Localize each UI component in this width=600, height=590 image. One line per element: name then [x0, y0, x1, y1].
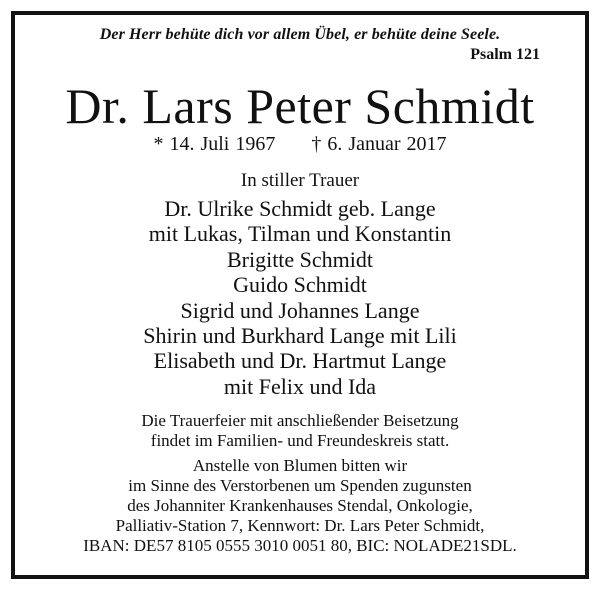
mourner-line: Elisabeth und Dr. Hartmut Lange: [153, 348, 447, 374]
funeral-note-line: findet im Familien- und Freundeskreis statt.: [150, 431, 450, 450]
deceased-name: Dr. Lars Peter Schmidt: [65, 78, 535, 134]
donation-note-line: Palliativ-Station 7, Kennwort: Dr. Lars Peter Schmidt,: [115, 516, 485, 535]
mourner-line: mit Lukas, Tilman und Konstantin: [148, 221, 452, 247]
mourner-line: mit Felix und Ida: [223, 373, 377, 399]
donation-note-line: im Sinne des Verstorbenen um Spenden zugunsten: [128, 476, 472, 495]
mourner-line: Guido Schmidt: [233, 272, 367, 298]
funeral-note: [0, 411, 600, 451]
funeral-note-line: Die Trauerfeier mit anschließender Beisetzung: [141, 411, 459, 430]
mourners-list: [0, 196, 600, 399]
donation-note: [0, 456, 600, 556]
life-dates: [0, 132, 600, 156]
death-date: † 6. Januar 2017: [311, 133, 447, 155]
mourner-line: Sigrid und Johannes Lange: [180, 297, 420, 323]
mourner-line: Dr. Ulrike Schmidt geb. Lange: [164, 196, 436, 221]
donation-note-line: des Johanniter Krankenhauses Stendal, Onkologie,: [127, 496, 473, 515]
mourner-line: Brigitte Schmidt: [226, 246, 374, 272]
psalm-reference: Psalm 121: [470, 46, 540, 63]
bank-details: IBAN: DE57 8105 0555 3010 0051 80, BIC: NOLADE21SDL.: [83, 536, 517, 555]
motto: Der Herr behüte dich vor allem Übel, er behüte deine Seele.: [99, 26, 501, 43]
mourning-label: In stiller Trauer: [240, 170, 360, 191]
birth-date: * 14. Juli 1967: [153, 133, 276, 155]
donation-note-line: Anstelle von Blumen bitten wir: [192, 456, 408, 475]
mourner-line: Shirin und Burkhard Lange mit Lili: [143, 323, 457, 349]
